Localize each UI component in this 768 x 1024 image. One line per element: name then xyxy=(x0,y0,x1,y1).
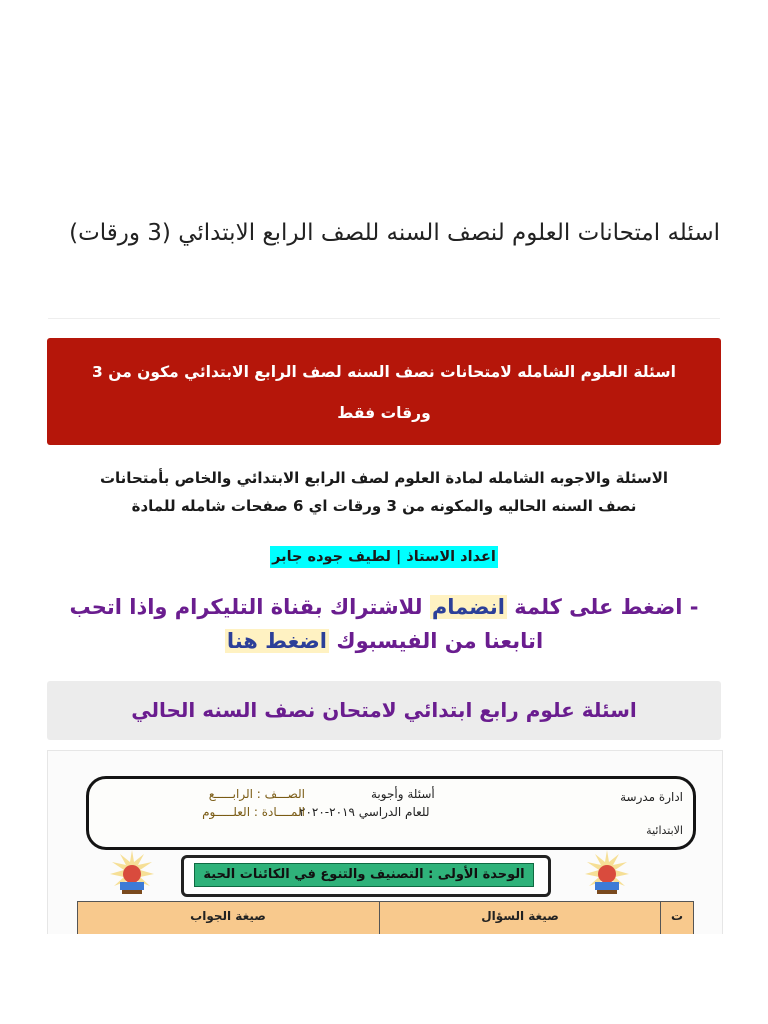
qa-table-header xyxy=(77,901,694,934)
subscribe-prefix: - اضغط على كلمة xyxy=(514,595,699,619)
subscribe-middle: للاشتراك بقناة التليكرام واذا اتحب اتابعنا من الفيسبوك xyxy=(69,595,544,653)
intro-line-2: نصف السنه الحاليه والمكونه من 3 ورقات اي 6 صفحات شامله للمادة xyxy=(131,497,637,515)
subscribe-paragraph xyxy=(48,590,720,658)
school-type: الابتدائية xyxy=(646,824,683,837)
academic-year: للعام الدراسي ٢٠١٩-٢٠٢٠ xyxy=(299,805,430,819)
post-title: اسئله امتحانات العلوم لنصف السنه للصف الرابع الابتدائي (3 ورقات) xyxy=(69,220,720,246)
banner-text: اسئلة العلوم الشامله لامتحانات نصف السنه لصف الرابع الابتدائي مكون من 3 ورقات فقط xyxy=(92,363,676,422)
intro-line-1: الاسئلة والاجوبه الشامله لمادة العلوم لصف الرابع الابتدائي والخاص بأمتحانات xyxy=(99,469,669,487)
grade-label: الصـــف : الرابـــــع xyxy=(208,787,305,801)
telegram-join-link[interactable]: انضمام xyxy=(431,595,505,619)
author-credit-row xyxy=(48,546,720,568)
subject-label: المــــادة : العلـــــوم xyxy=(202,805,305,819)
sheet-header xyxy=(86,776,696,850)
school-label: ادارة مدرسة xyxy=(620,790,683,804)
intro-paragraph xyxy=(48,464,720,520)
section-heading: اسئلة علوم رابع ابتدائي لامتحان نصف السنه الحالي xyxy=(47,681,721,740)
school-logo-right-icon xyxy=(581,848,633,900)
unit-title: الوحدة الأولى : التصنيف والتنوع في الكائنات الحية xyxy=(194,863,534,887)
doc-title: أسئلة وأجوبة xyxy=(371,787,435,801)
exam-sheet-image xyxy=(47,750,723,934)
unit-frame xyxy=(181,855,551,897)
author-credit: اعداد الاستاذ | لطيف جوده جابر xyxy=(270,546,498,568)
school-logo-left-icon xyxy=(106,848,158,900)
divider xyxy=(48,318,720,319)
facebook-link[interactable]: اضغط هنا xyxy=(226,629,328,653)
col-question: صيغة السؤال xyxy=(379,902,660,934)
announcement-banner xyxy=(47,338,721,445)
col-number: ت xyxy=(660,902,693,934)
col-answer: صيغة الجواب xyxy=(190,909,266,923)
